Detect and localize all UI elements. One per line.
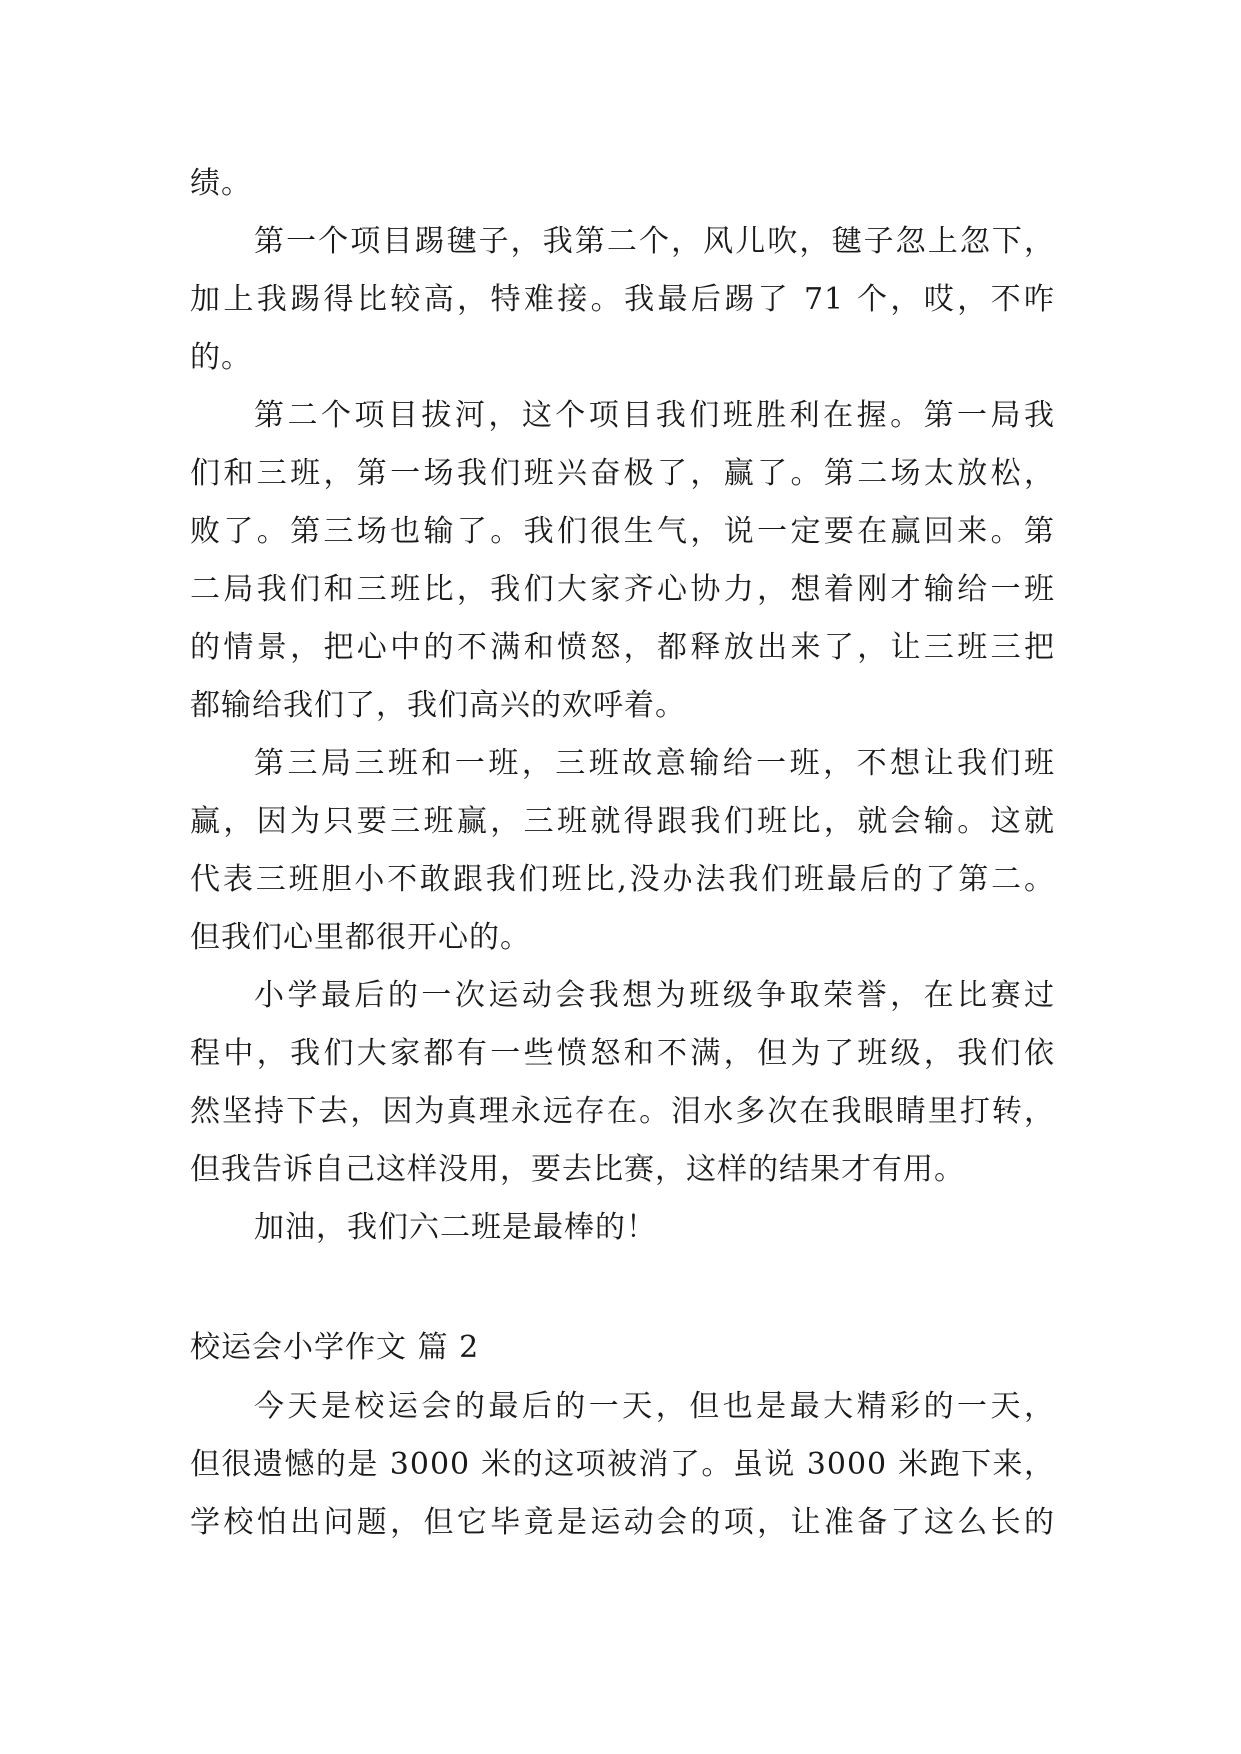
essay-heading: 校运会小学作文 篇 2 xyxy=(190,1330,480,1365)
text-line: 今天是校运会的最后的一天，但也是最大精彩的一天， xyxy=(254,1389,1055,1424)
text-line: 绩。 xyxy=(190,166,252,201)
essay-body-section-2 xyxy=(190,1378,1055,1552)
text-line: 加上我踢得比较高，特难接。我最后踢了 71 个，哎，不咋 xyxy=(190,282,1055,317)
text-line: 但很遗憾的是 3000 米的这项被消了。虽说 3000 米跑下来， xyxy=(190,1447,1055,1482)
text-line: 们和三班，第一场我们班兴奋极了，赢了。第二场太放松， xyxy=(190,456,1055,491)
text-line: 学校怕出问题，但它毕竟是运动会的项，让准备了这么长的 xyxy=(190,1505,1055,1540)
text-line: 但我们心里都很开心的。 xyxy=(190,920,531,955)
text-line: 代表三班胆小不敢跟我们班比,没办法我们班最后的了第二。 xyxy=(190,862,1055,897)
text-line: 二局我们和三班比，我们大家齐心协力，想着刚才输给一班 xyxy=(190,572,1055,607)
text-line: 第一个项目踢毽子，我第二个，风儿吹，毽子忽上忽下， xyxy=(254,224,1055,259)
text-line: 程中，我们大家都有一些愤怒和不满，但为了班级，我们依 xyxy=(190,1036,1055,1071)
essay-body-section-1 xyxy=(190,155,1055,1257)
text-line: 但我告诉自己这样没用，要去比赛，这样的结果才有用。 xyxy=(190,1152,965,1187)
text-line: 然坚持下去，因为真理永远存在。泪水多次在我眼睛里打转， xyxy=(190,1094,1055,1129)
text-line: 第三局三班和一班，三班故意输给一班，不想让我们班 xyxy=(254,746,1055,781)
text-line: 小学最后的一次运动会我想为班级争取荣誉，在比赛过 xyxy=(254,978,1055,1013)
text-line: 赢，因为只要三班赢，三班就得跟我们班比，就会输。这就 xyxy=(190,804,1055,839)
text-line: 的情景，把心中的不满和愤怒，都释放出来了，让三班三把 xyxy=(190,630,1055,665)
text-line: 第二个项目拔河，这个项目我们班胜利在握。第一局我 xyxy=(254,398,1055,433)
text-line: 加油，我们六二班是最棒的！ xyxy=(254,1210,657,1245)
text-line: 都输给我们了，我们高兴的欢呼着。 xyxy=(190,688,686,723)
text-line: 的。 xyxy=(190,340,252,375)
text-line: 败了。第三场也输了。我们很生气，说一定要在赢回来。第 xyxy=(190,514,1055,549)
